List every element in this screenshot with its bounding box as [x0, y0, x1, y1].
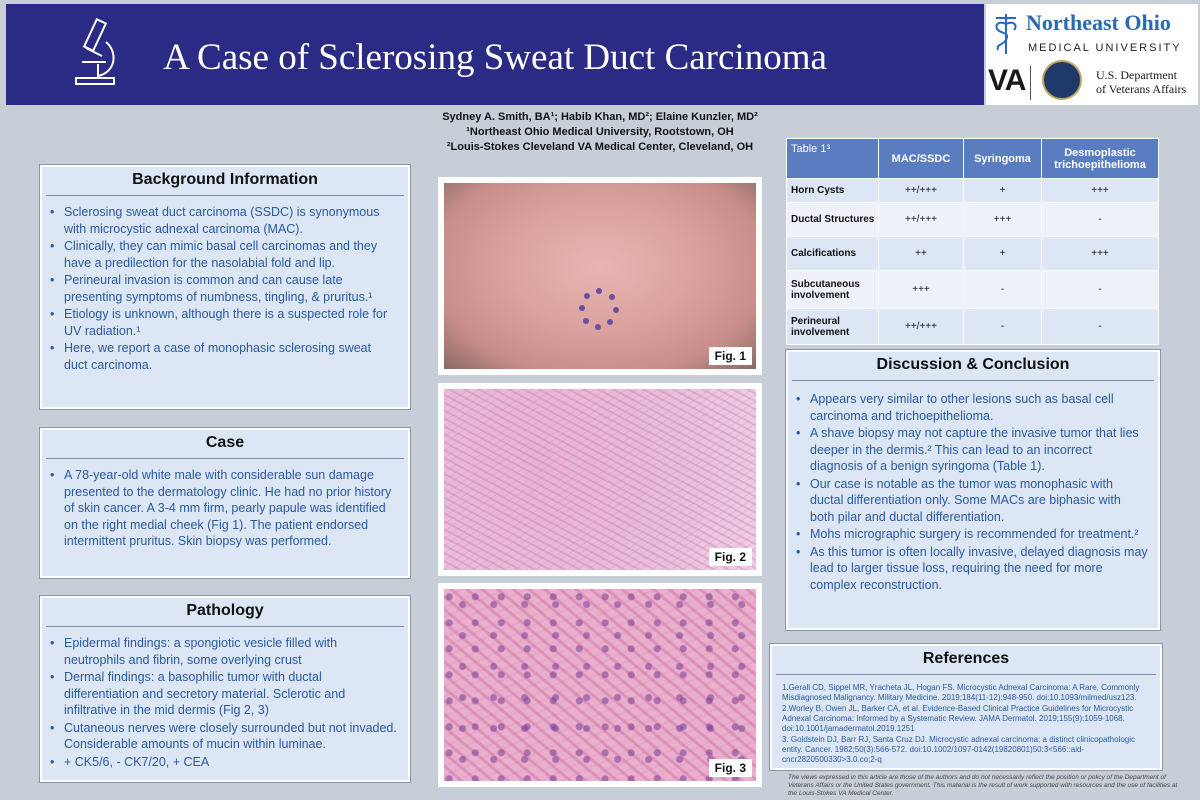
table-column-header: Syringoma	[964, 139, 1042, 179]
table-column-header: Desmoplastic trichoepithelioma	[1042, 139, 1159, 179]
list-item: • Etiology is unknown, although there is a suspected role for UV radiation.¹	[64, 306, 398, 339]
pathology-list	[42, 627, 408, 770]
table-cell: ++/+++	[879, 179, 964, 203]
va-divider	[1030, 66, 1031, 100]
list-item: • Our case is notable as the tumor was monophasic with ductal differentiation only. Some MACs are biphasic with both pilar and ductal differentiation.	[810, 476, 1148, 526]
table-cell: +++	[964, 203, 1042, 237]
va-dept-line1: U.S. Department	[1096, 68, 1177, 82]
figure-3	[438, 583, 762, 787]
authors-block	[400, 110, 800, 155]
background-list	[42, 196, 408, 373]
histology-low-power	[444, 389, 756, 570]
reference-list	[772, 675, 1160, 765]
table-row	[787, 203, 1159, 237]
neomed-name: Northeast Ohio	[1026, 10, 1171, 35]
table-caption: Table 1³	[787, 139, 879, 179]
table-cell: +++	[1042, 179, 1159, 203]
figure-2	[438, 383, 762, 576]
table-cell: +	[964, 237, 1042, 271]
lesion-marking	[574, 283, 624, 333]
case-section	[40, 428, 410, 578]
list-item: • Perineural invasion is common and can cause late presenting symptoms of numbness, tingling, & pruritus.¹	[64, 272, 398, 305]
table-cell: +++	[1042, 237, 1159, 271]
poster-header	[6, 4, 984, 105]
case-title: Case	[205, 434, 245, 451]
logo-panel	[986, 4, 1198, 105]
neomed-logo-icon	[990, 10, 1022, 56]
table-cell: ++	[879, 237, 964, 271]
list-item: • Mohs micrographic surgery is recommended for treatment.²	[810, 526, 1148, 543]
va-department	[1096, 68, 1186, 96]
affiliation-2: ²Louis-Stokes Cleveland VA Medical Center, Cleveland, OH	[446, 141, 754, 153]
histology-high-power	[444, 589, 756, 781]
figure-label: Fig. 2	[709, 548, 752, 566]
poster-title: A Case of Sclerosing Sweat Duct Carcinoma	[163, 37, 827, 78]
table-cell: -	[964, 309, 1042, 345]
table-cell: -	[1042, 309, 1159, 345]
background-title: Background Information	[132, 171, 318, 188]
row-label: Horn Cysts	[787, 179, 879, 203]
figure-label: Fig. 3	[709, 759, 752, 777]
list-item: • Dermal findings: a basophilic tumor with ductal differentiation and secretory material. Sclerotic and infiltrative in the mid dermis (Fig 2, 3)	[64, 669, 398, 719]
references-title: References	[922, 650, 1010, 667]
references-section	[770, 644, 1162, 770]
clinical-photo	[444, 183, 756, 369]
table-row	[787, 271, 1159, 309]
list-item: • + CK5/6, - CK7/20, + CEA	[64, 754, 398, 771]
pathology-title: Pathology	[186, 602, 264, 619]
table-row	[787, 179, 1159, 203]
list-item: • A 78-year-old white male with considerable sun damage presented to the dermatology clinic. He had no prior history of skin cancer. A 3-4 mm firm, pearly papule was identified on the right medial cheek (Fig 1). The patient endorsed intermittent pruritus. Skin biopsy was performed.	[64, 467, 398, 550]
row-label: Calcifications	[787, 237, 879, 271]
table-cell: ++/+++	[879, 203, 964, 237]
list-item: • Here, we report a case of monophasic sclerosing sweat duct carcinoma.	[64, 340, 398, 373]
background-section	[40, 165, 410, 409]
authors-line: Sydney A. Smith, BA¹; Habib Khan, MD²; Elaine Kunzler, MD²	[442, 111, 758, 123]
reference-item: 1.Gerall CD, Sippel MR, Yracheta JL, Hogan FS. Microcystic Adnexal Carcinoma: A Rare, Commonly Misdiagnosed Malignancy. Military Medicine. 2019;184(11-12):948-950. doi:10.1093/milmed/usz123.	[782, 683, 1140, 702]
comparison-table	[786, 138, 1159, 345]
table-cell: -	[1042, 271, 1159, 309]
list-item: • A shave biopsy may not capture the invasive tumor that lies deeper in the dermis.² This can lead to an incorrect diagnosis of a benign syringoma (Table 1).	[810, 425, 1148, 475]
row-label: Subcutaneous involvement	[787, 271, 879, 309]
table-header-row	[787, 139, 1159, 179]
va-abbrev: VA	[988, 64, 1026, 97]
case-list	[42, 459, 408, 550]
discussion-title: Discussion & Conclusion	[876, 356, 1070, 373]
row-label: Ductal Structures	[787, 203, 879, 237]
reference-item: 3. Goldstein DJ, Barr RJ, Santa Cruz DJ. Microcystic adnexal carcinoma: a distinct clinicopathologic entity. Cancer. 1982;50(3):566-572. doi:10.1002/1097-0142(19820801)50:3<566::aid-cncr2820500330>3.0.co;2-q	[782, 735, 1136, 764]
list-item: • Clinically, they can mimic basal cell carcinomas and they have a predilection for the nasolabial fold and lip.	[64, 238, 398, 271]
list-item: • Sclerosing sweat duct carcinoma (SSDC) is synonymous with microcystic adnexal carcinoma (MAC).	[64, 204, 398, 237]
list-item: • Appears very similar to other lesions such as basal cell carcinoma and trichoepithelioma.	[810, 391, 1148, 424]
reference-item: 2.Worley B, Owen JL, Barker CA, et al. Evidence-Based Clinical Practice Guidelines for Microcystic Adnexal Carcinoma: Informed by a Systematic Review. JAMA Dermatol. 2019;155(9):1059-1068. doi:10.1001/jamadermatol.2019.1251	[782, 704, 1134, 733]
figure-1	[438, 177, 762, 375]
list-item: • Cutaneous nerves were closely surrounded but not invaded. Considerable amounts of mucin within luminae.	[64, 720, 398, 753]
discussion-section	[786, 350, 1160, 630]
table-cell: +	[964, 179, 1042, 203]
affiliation-1: ¹Northeast Ohio Medical University, Rootstown, OH	[466, 126, 734, 138]
table-cell: -	[964, 271, 1042, 309]
discussion-list	[788, 381, 1158, 593]
pathology-section	[40, 596, 410, 782]
neomed-subtitle: MEDICAL UNIVERSITY	[1028, 42, 1182, 54]
row-label: Perineural involvement	[787, 309, 879, 345]
table-cell: +++	[879, 271, 964, 309]
table-row	[787, 309, 1159, 345]
list-item: • Epidermal findings: a spongiotic vesicle filled with neutrophils and fibrin, some overlying crust	[64, 635, 398, 668]
disclaimer: The views expressed in this article are those of the authors and do not necessarily reflect the position or policy of the Department of Veterans Affairs or the United States government. This material is the result of work supported with resources and the use of facilities at the Louis-Stokes VA Medical Center.	[788, 774, 1178, 797]
va-dept-line2: of Veterans Affairs	[1096, 82, 1187, 96]
va-seal-icon	[1042, 60, 1082, 100]
table-cell: ++/+++	[879, 309, 964, 345]
table-cell: -	[1042, 203, 1159, 237]
table-row	[787, 237, 1159, 271]
list-item: • As this tumor is often locally invasive, delayed diagnosis may lead to larger tissue loss, requiring the need for more complex reconstruction.	[810, 544, 1148, 594]
table-column-header: MAC/SSDC	[879, 139, 964, 179]
figure-label: Fig. 1	[709, 347, 752, 365]
